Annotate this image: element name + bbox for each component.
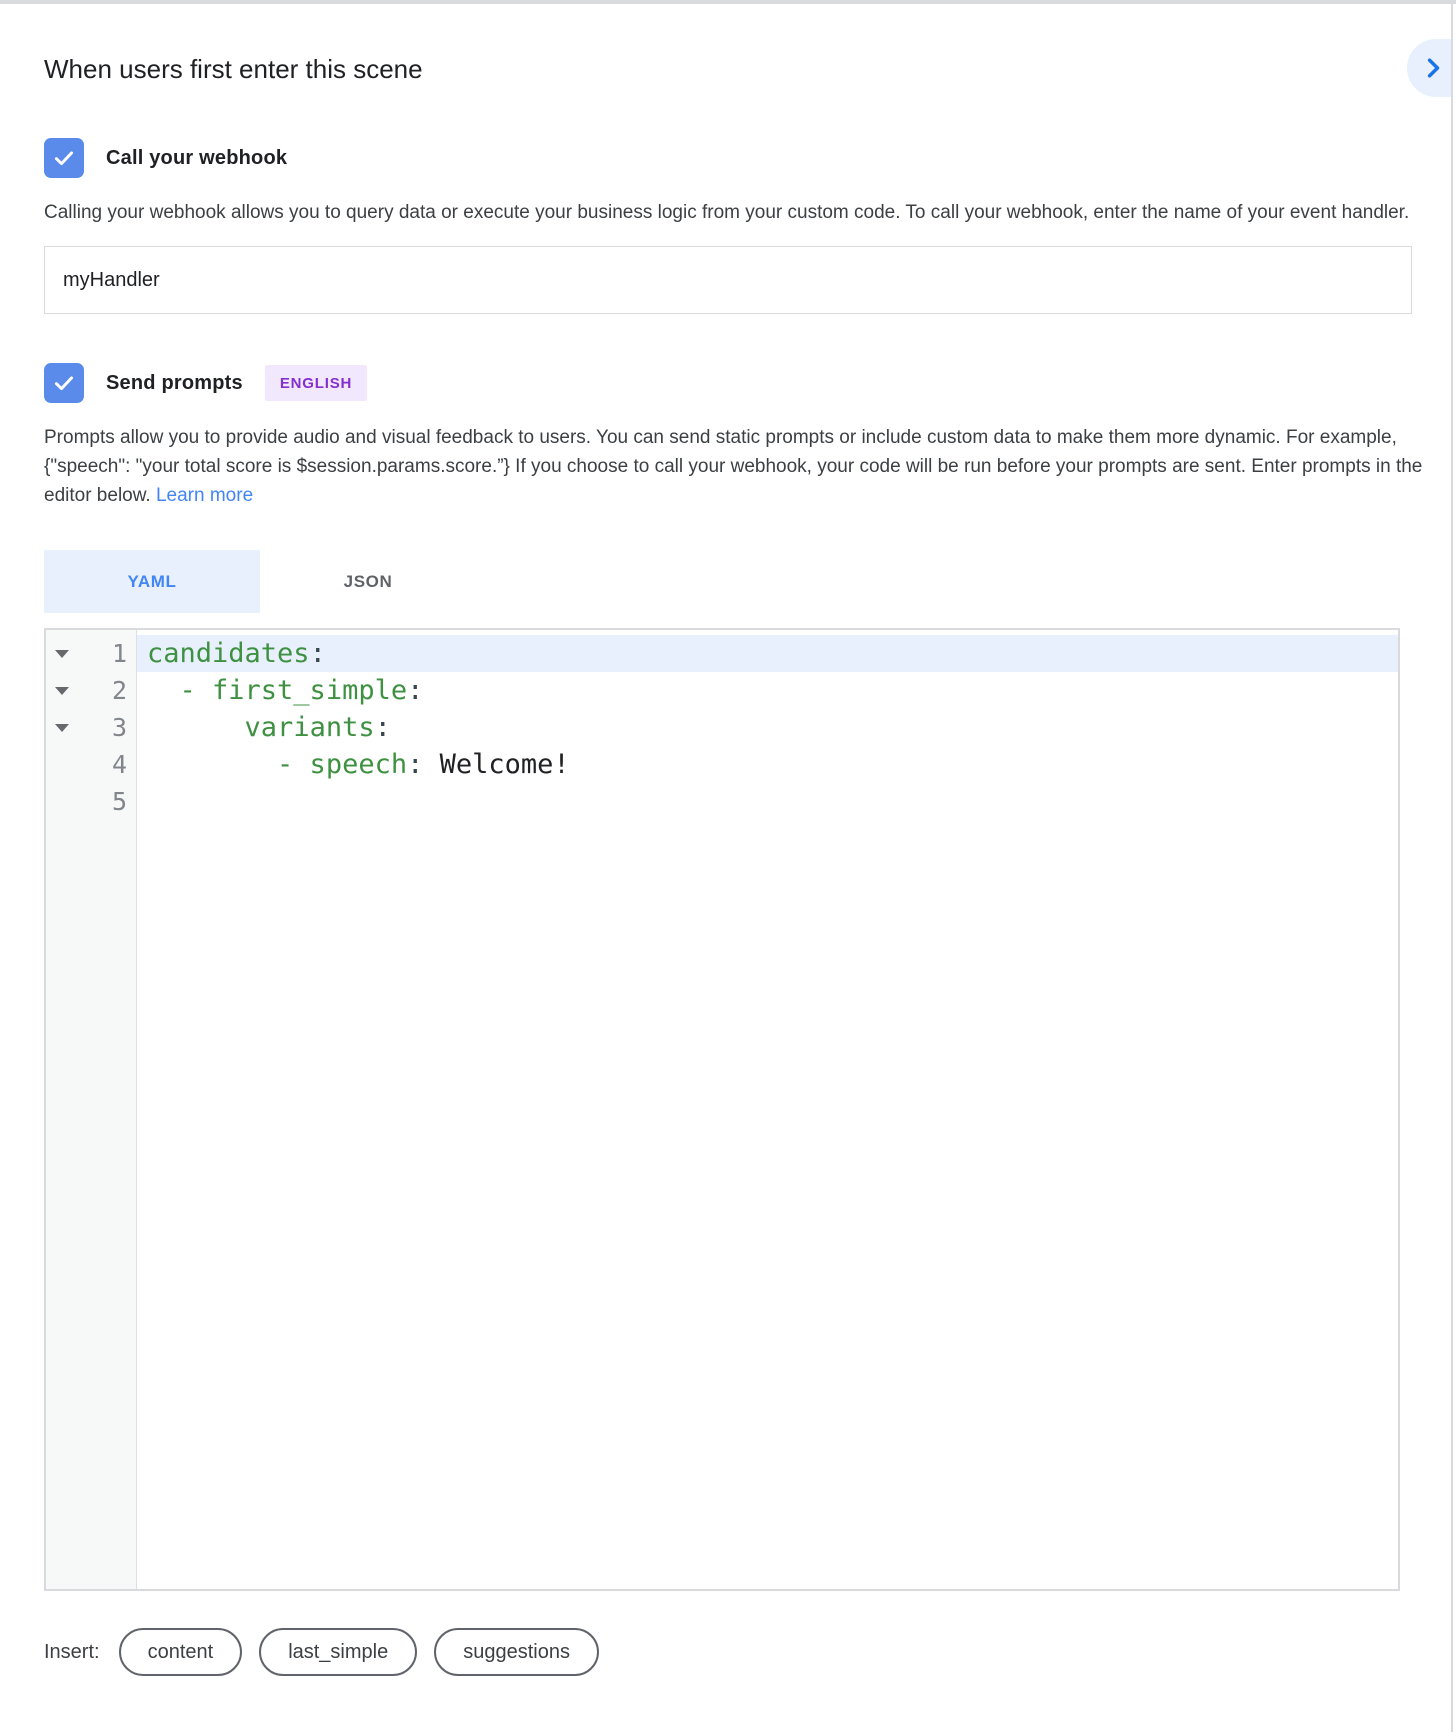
- tab-json[interactable]: [260, 550, 476, 613]
- code-token: Welcome!: [423, 749, 570, 780]
- chevron-right-icon: [1418, 53, 1448, 83]
- line-number: 2: [111, 676, 127, 705]
- code-line[interactable]: [137, 672, 1398, 709]
- code-line[interactable]: [137, 746, 1398, 783]
- line-number: 4: [111, 750, 127, 779]
- code-line[interactable]: [137, 709, 1398, 746]
- code-token: :: [374, 712, 391, 743]
- webhook-description: Calling your webhook allows you to query data or execute your business logic from your custom code. To call your webhook, enter the name of your event handler.: [44, 202, 1410, 223]
- code-token: - first_simple: [179, 675, 408, 706]
- learn-more-link[interactable]: Learn more: [155, 485, 254, 506]
- tab-label: JSON: [343, 571, 393, 591]
- insert-label: Insert:: [44, 1640, 100, 1663]
- checkmark-icon: [51, 370, 77, 396]
- send-prompts-label: Send prompts: [106, 371, 243, 394]
- fold-cell: [46, 687, 78, 695]
- tab-yaml[interactable]: [44, 550, 260, 613]
- fold-arrow-icon[interactable]: [55, 724, 69, 732]
- code-token: [147, 712, 245, 743]
- prompts-section-header: [44, 363, 1412, 403]
- page-title: When users first enter this scene: [44, 54, 423, 84]
- code-token: - speech: [277, 749, 408, 780]
- webhook-section-header: [44, 138, 1412, 178]
- gutter-row: [46, 709, 136, 746]
- fold-cell: [46, 650, 78, 658]
- call-webhook-checkbox[interactable]: [44, 138, 84, 178]
- panel-right-border: [1451, 4, 1453, 1732]
- gutter-row: [46, 746, 136, 783]
- code-line[interactable]: [137, 783, 1398, 820]
- tab-label: YAML: [127, 571, 177, 591]
- code-token: variants: [244, 712, 375, 743]
- line-number: 5: [111, 787, 127, 816]
- language-badge: ENGLISH: [265, 365, 367, 401]
- code-token: :: [407, 675, 424, 706]
- insert-chip-last_simple[interactable]: last_simple: [259, 1628, 417, 1676]
- checkmark-icon: [51, 145, 77, 171]
- insert-chips: [119, 1628, 599, 1676]
- gutter-row: [46, 783, 136, 820]
- code-token: [147, 749, 277, 780]
- line-number: 3: [111, 713, 127, 742]
- insert-snippet-row: [44, 1628, 1412, 1676]
- insert-chip-content[interactable]: content: [119, 1628, 243, 1676]
- code-token: :: [407, 749, 424, 780]
- editor-format-tabs: [44, 550, 1412, 613]
- prompts-description: [44, 423, 1438, 510]
- gutter-row: [46, 635, 136, 672]
- editor-gutter: [46, 630, 137, 1589]
- fold-cell: [46, 724, 78, 732]
- code-token: :: [309, 638, 326, 669]
- call-webhook-label: Call your webhook: [106, 146, 288, 169]
- editor-code-area[interactable]: [137, 630, 1398, 1589]
- line-number: 1: [111, 639, 127, 668]
- prompts-description-text: Prompts allow you to provide audio and visual feedback to users. You can send static prompts or include custom data to make them more dynamic. For example, {"speech": "your total score is $session.params.score.”} If you choose to call your webhook, your code will be run before your prompts are sent. Enter prompts in the editor below.: [44, 427, 1423, 506]
- code-line[interactable]: [137, 635, 1398, 672]
- fold-arrow-icon[interactable]: [55, 687, 69, 695]
- fold-arrow-icon[interactable]: [55, 650, 69, 658]
- event-handler-input[interactable]: [44, 246, 1412, 314]
- code-token: [147, 675, 180, 706]
- panel-top-border: [0, 0, 1456, 4]
- gutter-row: [46, 672, 136, 709]
- prompt-code-editor: [44, 628, 1400, 1591]
- send-prompts-checkbox[interactable]: [44, 363, 84, 403]
- insert-chip-suggestions[interactable]: suggestions: [434, 1628, 599, 1676]
- code-token: candidates: [147, 638, 310, 669]
